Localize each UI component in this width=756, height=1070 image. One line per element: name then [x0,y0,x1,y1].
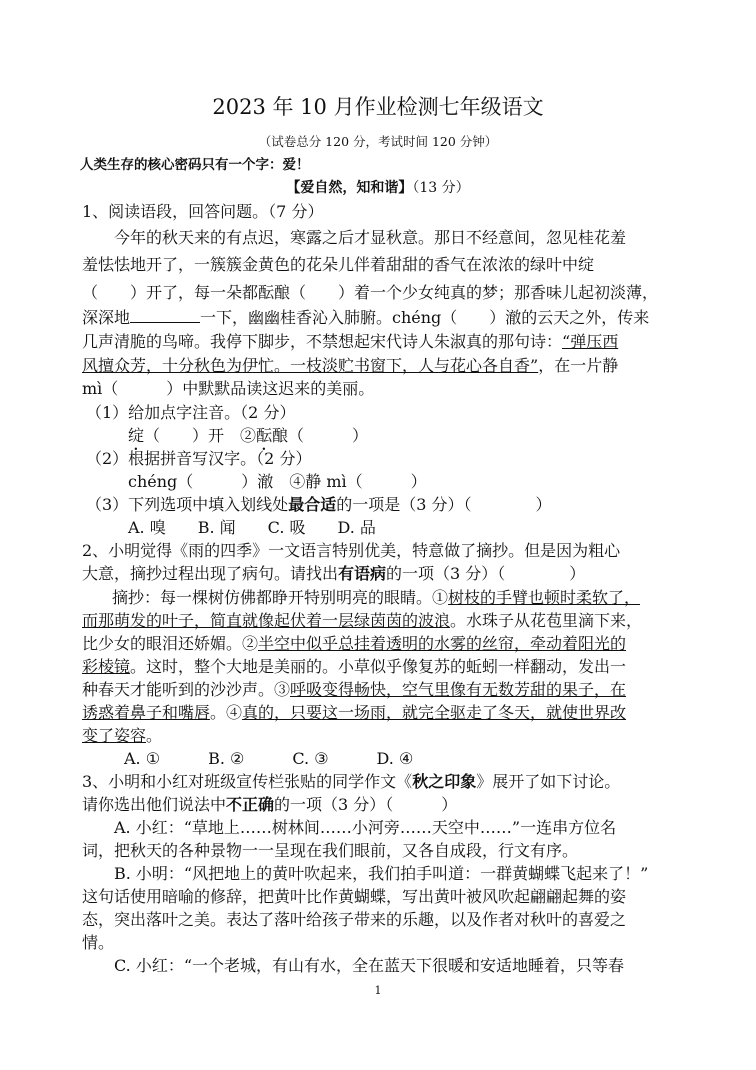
q3-text: 》展开了如下讨论。 [476,772,621,791]
q3-option-b: 这句话使用暗喻的修辞，把黄叶比作黄蝴蝶，写出黄叶被风吹起翩翩起舞的姿 [82,887,627,906]
q1-text: 酿（ ） [272,426,369,445]
exam-subtitle: （试卷总分 120 分，考试时间 120 分钟） [258,134,498,149]
q3-stem [82,772,620,792]
underlined-text: 彩棱镜 [82,657,131,676]
q2-text: 的一项（3 分）（ ） [386,564,586,583]
underlined-text: 变了姿容 [82,726,147,745]
q2-stem: 2、小明觉得《雨的四季》一文语言特别优美，特意做了摘抄。但是因为粗心 [82,541,621,560]
underlined-text: 半空中似乎总挂着透明的水雾的丝帘，牵动着阳光的 [258,634,627,653]
q3-text: 3、小明和小红对班级宣传栏张贴的同学作文《 [82,772,413,791]
underlined-text: 呼吸变得畅快，空气里像有无数芳甜的果子，在 [290,680,627,699]
motto: 人类生存的核心密码只有一个字：爱！ [80,157,310,173]
underlined-text: 真的，只要这一场雨，就完全驱走了冬天，就使世界改 [242,703,627,722]
q2-excerpt-line [82,703,626,723]
q2-excerpt-line [82,726,162,746]
answer-blank[interactable] [130,308,200,323]
q1-passage-line: （ ）开了，每一朵都酝酿（ ）着一个少女纯真的梦；那香味儿起初淡薄， [82,283,659,302]
poem-underlined: “弹压西 [562,332,619,351]
q1-text: 几声清脆的鸟啼。我停下脚步，不禁想起宋代诗人朱淑真的那句诗： [82,332,563,351]
underlined-text: 树枝的手臂也顿时柔软了， [448,588,641,607]
q3-option-a: 词，把秋天的各种景物一一呈现在我们眼前，又各自成段，行文有序。 [82,841,579,860]
q2-text: 种春天才能听到的沙沙声。③ [82,680,291,699]
q2-text: 。 [146,726,163,745]
q1-text: ，在一片静 [538,356,619,375]
q1-options: A. 嗅 B. 闻 C. 吸 D. 品 [128,518,376,537]
q1-sub-question: （2）根据拼音写汉字。（2 分） [86,449,312,468]
q3-option-a: A. 小红：“草地上……树林间……小河旁……天空中……”一连串方位名 [114,818,617,837]
q1-passage-line: 羞怯怯地开了，一簇簇金黄色的花朵儿伴着甜甜的香气在浓浓的绿叶中绽 [82,255,595,274]
q1-text: 的一项是（3 分）（ ） [336,495,552,514]
dotted-char: 酝 [256,426,273,445]
q2-text: 摘抄：每一棵树仿佛都睁开特别明亮的眼睛。① [112,588,449,607]
poem-underlined: 风擅众芳，十分秋色为伊忙。一枝淡贮书窗下，人与花心各自香” [82,356,539,375]
q2-excerpt-line [82,680,626,700]
q2-excerpt-line [112,588,640,608]
q2-excerpt-line [82,657,626,677]
q2-text: 。④ [210,703,243,722]
q1-passage-line [82,308,649,328]
page-number: 1 [374,984,382,997]
q1-sub-question: （1）给加点字注音。（2 分） [86,403,296,422]
q3-text: 请你选出他们说法中 [82,795,227,814]
emphasis: 最合适 [288,495,337,514]
q1-passage-line: mì（ ）中默默品读这迟来的美丽。 [82,379,375,398]
q3-stem [82,795,457,815]
q1-sub-answers: chéng（ ）澈 ④静 mì（ ） [128,472,427,491]
section-title: 【爱自然，知和谐】 [286,180,413,196]
q1-text: 一下，幽幽桂香沁入肺腑。chéng（ ）澈的云天之外，传来 [200,308,650,327]
underlined-text: 诱惑着鼻子和嘴唇 [82,703,211,722]
q1-passage-line: 今年的秋天来的有点迟，寒露之后才显秋意。那日不经意间，忽见桂花羞 [114,228,627,247]
emphasis: 不正确 [226,795,275,814]
q1-text: （ ）开 ② [144,426,257,445]
q2-stem [82,564,585,584]
dotted-char: 绽 [128,426,145,445]
section-score: （13 分） [412,180,470,196]
q1-stem: 1、阅读语段，回答问题。（7 分） [82,202,324,221]
exam-title: 2023 年 10 月作业检测七年级语文 [212,95,544,119]
q3-text: 的一项（3 分）（ ） [274,795,458,814]
q3-option-b: 态，突出落叶之美。表达了落叶给孩子带来的乐趣，以及作者对秋叶的喜爱之 [82,910,627,929]
q1-text: （3）下列选项中填入划线处 [86,495,289,514]
q1-sub-question [86,495,551,515]
q2-excerpt-line [82,634,626,654]
section-heading [0,178,756,198]
underlined-text: 而那萌发的叶子，简直就像起伏着一层绿茵茵的波浪 [82,611,451,630]
emphasis: 秋之印象 [412,772,477,791]
emphasis: 有语病 [338,564,387,583]
q1-passage-line [82,332,618,352]
q2-text: 大意，摘抄过程出现了病句。请找出 [82,564,339,583]
q3-option-b: 情。 [82,933,115,952]
q1-passage-line [82,356,618,376]
q2-excerpt-line [82,611,642,631]
q1-text: 深深地 [82,308,131,327]
q2-text: 比少女的眼泪还娇媚。② [82,634,259,653]
q3-option-b: B. 小明：“风把地上的黄叶吹起来，我们拍手叫道：一群黄蝴蝶飞起来了！” [114,864,649,883]
q2-options: A. ① B. ② C. ③ D. ④ [124,749,414,768]
q2-text: 。这时，整个大地是美丽的。小草似乎像复苏的蚯蚓一样翻动，发出一 [130,657,627,676]
q3-option-c: C. 小红：“一个老城，有山有水，全在蓝天下很暖和安适地睡着，只等春 [114,956,625,975]
q2-text: 。水珠子从花苞里滴下来， [450,611,643,630]
